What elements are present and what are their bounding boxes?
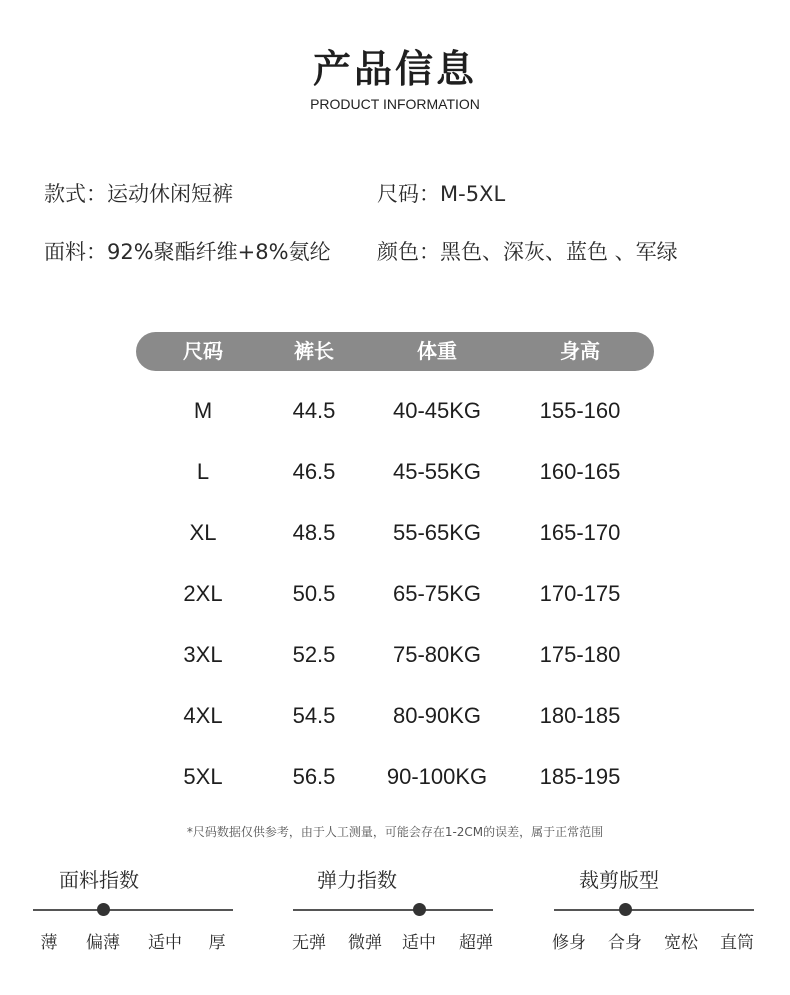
index-option: 微弹 — [348, 933, 382, 953]
size-table-cell: 5XL — [183, 764, 223, 789]
size-table-cell: 155-160 — [539, 398, 621, 423]
info-style-label: 款式： — [44, 182, 107, 206]
size-table-cell: 170-175 — [539, 581, 621, 606]
size-table-cell: 165-170 — [539, 520, 621, 545]
page-subtitle: PRODUCT INFORMATION — [310, 96, 480, 112]
size-table-header-cell: 裤长 — [294, 339, 334, 363]
info-style — [44, 178, 233, 208]
index-option: 无弹 — [292, 933, 326, 953]
info-size — [377, 178, 505, 208]
size-table-cell: 46.5 — [292, 459, 336, 484]
size-table-cell: 55-65KG — [392, 520, 482, 545]
info-fabric-label: 面料： — [44, 240, 107, 264]
size-table-cell: XL — [189, 520, 217, 545]
size-table-header-cell: 体重 — [417, 339, 457, 363]
info-color-label: 颜色： — [377, 240, 440, 264]
size-table-cell: 175-180 — [539, 642, 621, 667]
size-table-cell: 52.5 — [292, 642, 336, 667]
info-color — [377, 236, 678, 266]
index-marker-dot — [97, 903, 110, 916]
size-table-cell: 75-80KG — [392, 642, 482, 667]
size-table-cell: M — [193, 398, 213, 423]
index-marker-dot — [619, 903, 632, 916]
size-table-cell: 90-100KG — [386, 764, 488, 789]
index-title: 弹力指数 — [317, 868, 397, 892]
index-option: 直筒 — [720, 933, 754, 953]
size-table-cell: 185-195 — [539, 764, 621, 789]
size-table-cell: 56.5 — [292, 764, 336, 789]
index-option: 薄 — [40, 933, 58, 953]
index-option: 适中 — [402, 933, 436, 953]
index-option: 适中 — [148, 933, 182, 953]
size-table-cell: 180-185 — [539, 703, 621, 728]
size-table-cell: 48.5 — [292, 520, 336, 545]
index-title: 裁剪版型 — [579, 868, 659, 892]
info-fabric — [44, 236, 331, 266]
index-option: 宽松 — [664, 933, 698, 953]
size-table-cell: 2XL — [183, 581, 223, 606]
index-title: 面料指数 — [59, 868, 139, 892]
info-color-value: 黑色、深灰、蓝色 、军绿 — [440, 240, 678, 264]
index-marker-dot — [413, 903, 426, 916]
size-table-cell: 4XL — [183, 703, 223, 728]
size-note: *尺码数据仅供参考，由于人工测量，可能会存在1-2CM的误差，属于正常范围 — [186, 825, 604, 839]
info-fabric-value: 92%聚酯纤维+8%氨纶 — [107, 240, 331, 264]
info-size-label: 尺码： — [377, 182, 440, 206]
index-option: 偏薄 — [86, 933, 120, 953]
index-scale-line — [33, 909, 233, 911]
info-style-value: 运动休闲短裤 — [107, 182, 233, 206]
size-table-header — [136, 332, 654, 371]
index-option: 超弹 — [459, 933, 493, 953]
info-size-value: M-5XL — [440, 182, 506, 206]
size-table-header-cell: 尺码 — [183, 339, 223, 363]
size-table-cell: 160-165 — [539, 459, 621, 484]
index-scale-line — [554, 909, 754, 911]
size-table-cell: 44.5 — [292, 398, 336, 423]
index-option: 合身 — [608, 933, 642, 953]
size-table-cell: L — [196, 459, 210, 484]
size-table-header-cell: 身高 — [560, 339, 600, 363]
index-scale-line — [293, 909, 493, 911]
size-table-cell: 65-75KG — [392, 581, 482, 606]
size-table-cell: 50.5 — [292, 581, 336, 606]
size-table-cell: 40-45KG — [392, 398, 482, 423]
size-table-cell: 3XL — [183, 642, 223, 667]
size-table-cell: 45-55KG — [392, 459, 482, 484]
page-title: 产品信息 — [312, 47, 477, 91]
size-table-cell: 80-90KG — [392, 703, 482, 728]
size-table-cell: 54.5 — [292, 703, 336, 728]
index-option: 厚 — [208, 933, 226, 953]
index-option: 修身 — [552, 933, 586, 953]
